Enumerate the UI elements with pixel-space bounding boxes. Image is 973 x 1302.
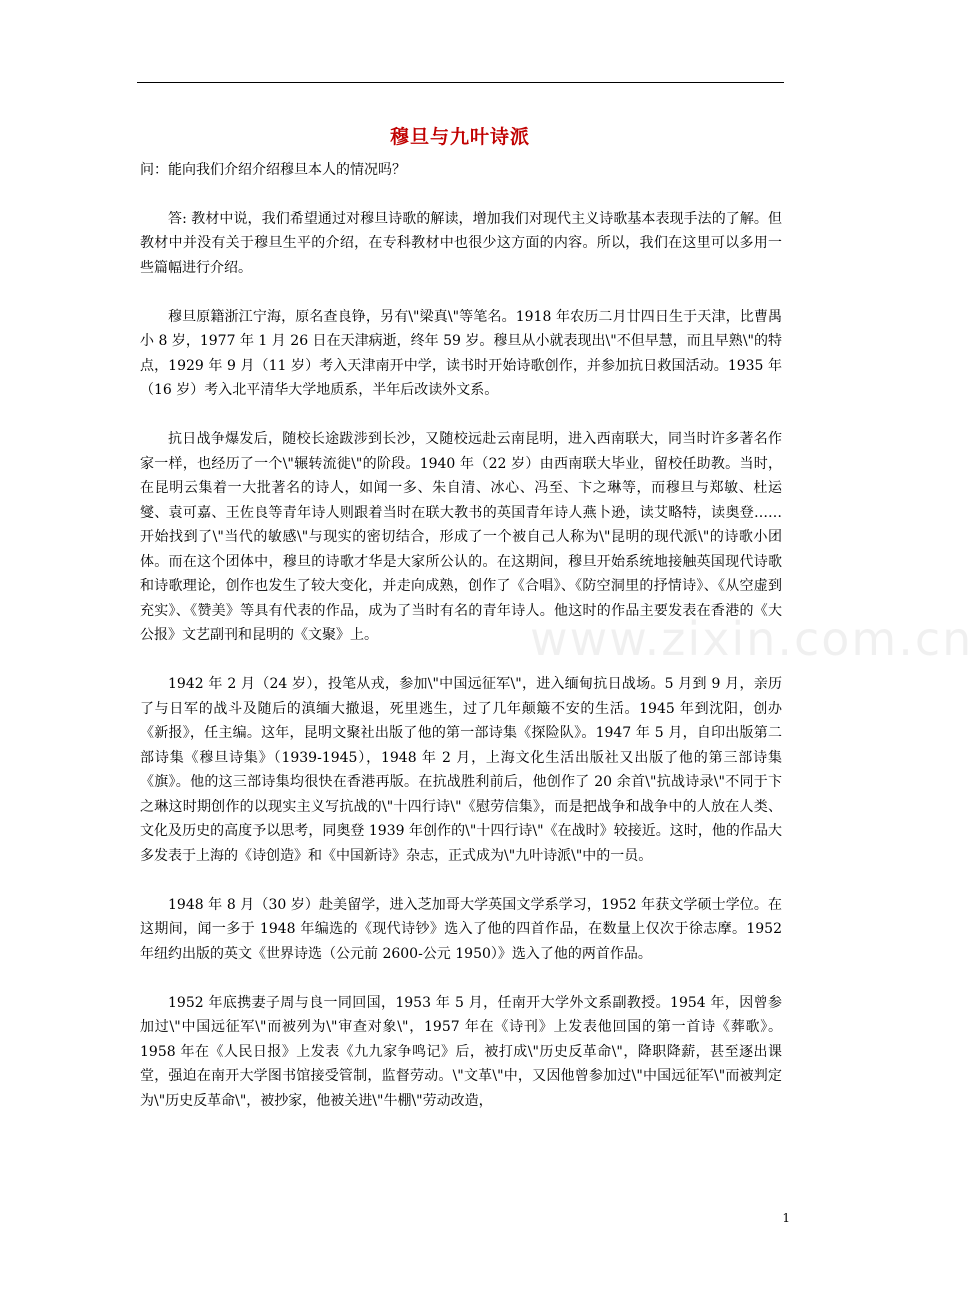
paragraph-answer-intro: 答: 教材中说，我们希望通过对穆旦诗歌的解读，增加我们对现代主义诗歌基本表现手法的了解。但教材中并没有关于穆旦生平的介绍，在专科教材中也很少这方面的内容。所以，我们在这里可以多用一些篇幅进行介绍。 — [140, 210, 782, 276]
document-body — [140, 158, 782, 1138]
paragraph-early-life: 穆旦原籍浙江宁海，原名查良铮，另有\"梁真\"等笔名。1918 年农历二月廿四日生于天津，比曹禺小 8 岁，1977 年 1 月 26 日在天津病逝，终年 59 岁。穆旦从小就表现出\"不但早慧，而且早熟\"的特点，1929 年 9 月（11 岁）考入天津南开中学，读书时开始诗歌创作，并参加抗日救国活动。1935 年（16 岁）考入北平清华大学地质系，半年后改读外文系。 — [140, 308, 782, 398]
paragraph-southwest-university: 抗日战争爆发后，随校长途跋涉到长沙，又随校远赴云南昆明，进入西南联大，同当时许多著名作家一样，也经历了一个\"辗转流徙\"的阶段。1940 年（22 岁）由西南联大毕业，留校任助教。当时，在昆明云集着一大批著名的诗人，如闻一多、朱自清、冰心、冯至、卞之琳等，而穆旦与郑敏、杜运燮、袁可嘉、王佐良等青年诗人则跟着当时在联大教书的英国青年诗人燕卜逊，读艾略特，读奥登……开始找到了\"当代的敏感\"与现实的密切结合，形成了一个被自己人称为\"昆明的现代派\"的诗歌小团体。而在这个团体中，穆旦的诗歌才华是大家所公认的。在这期间，穆旦开始系统地接触英国现代诗歌和诗歌理论，创作也发生了较大变化，并走向成熟，创作了《合唱》、《防空洞里的抒情诗》、《从空虚到充实》、《赞美》等具有代表的作品，成为了当时有名的青年诗人。他这时的作品主要发表在香港的《大公报》文艺副刊和昆明的《文聚》上。 — [140, 431, 782, 643]
page-number: 1 — [782, 1211, 790, 1225]
paragraph-study-abroad: 1948 年 8 月（30 岁）赴美留学，进入芝加哥大学英国文学系学习，1952 年获文学硕士学位。在这期间，闻一多于 1948 年编选的《现代诗钞》选入了他的四首作品，在数量上仅次于徐志摩。1952 年纽约出版的英文《世界诗选（公元前 2600-公元 1950）》选入了他的两首作品。 — [140, 896, 782, 962]
paragraph-expedition-army: 1942 年 2 月（24 岁），投笔从戎，参加\"中国远征军\"，进入缅甸抗日战场。5 月到 9 月，亲历了与日军的战斗及随后的滇缅大撤退，死里逃生，过了几年颠簸不安的生活。1945 年到沈阳，创办《新报》，任主编。这年，昆明文聚社出版了他的第一部诗集《探险队》。1947 年 5 月，自印出版第二部诗集《穆旦诗集》（1939-1945），1948 年 2 月，上海文化生活出版社又出版了他的第三部诗集《旗》。他的这三部诗集均很快在香港再版。在抗战胜利前后，他创作了 20 余首\"抗战诗录\"不同于卞之琳这时期创作的以现实主义写抗战的\"十四行诗\"《慰劳信集》，而是把战争和战争中的人放在人类、文化及历史的高度予以思考，同奥登 1939 年创作的\"十四行诗\"《在战时》较接近。这时，他的作品大多发表于上海的《诗创造》和《中国新诗》杂志，正式成为\"九叶诗派\"中的一员。 — [140, 676, 782, 864]
watermark: www.zixin.com.cn — [530, 612, 973, 666]
question-text: 问：能向我们介绍介绍穆旦本人的情况吗？ — [140, 162, 406, 178]
page-title: 穆旦与九叶诗派 — [389, 126, 530, 148]
header-rule — [137, 82, 784, 83]
paragraph-return-china: 1952 年底携妻子周与良一同回国，1953 年 5 月，任南开大学外文系副教授。1954 年，因曾参加过\"中国远征军\"而被列为\"审查对象\"，1957 年在《诗刊》上发表他回国的第一首诗《葬歌》。1958 年在《人民日报》上发表《九九家争鸣记》后，被打成\"历史反革命\"，降职降薪，甚至逐出课堂，强迫在南开大学图书馆接受管制，监督劳动。\"文革\"中，又因他曾参加过\"中国远征军\"而被判定为\"历史反革命\"，被抄家，他被关进\"牛棚\"劳动改造， — [140, 994, 782, 1109]
